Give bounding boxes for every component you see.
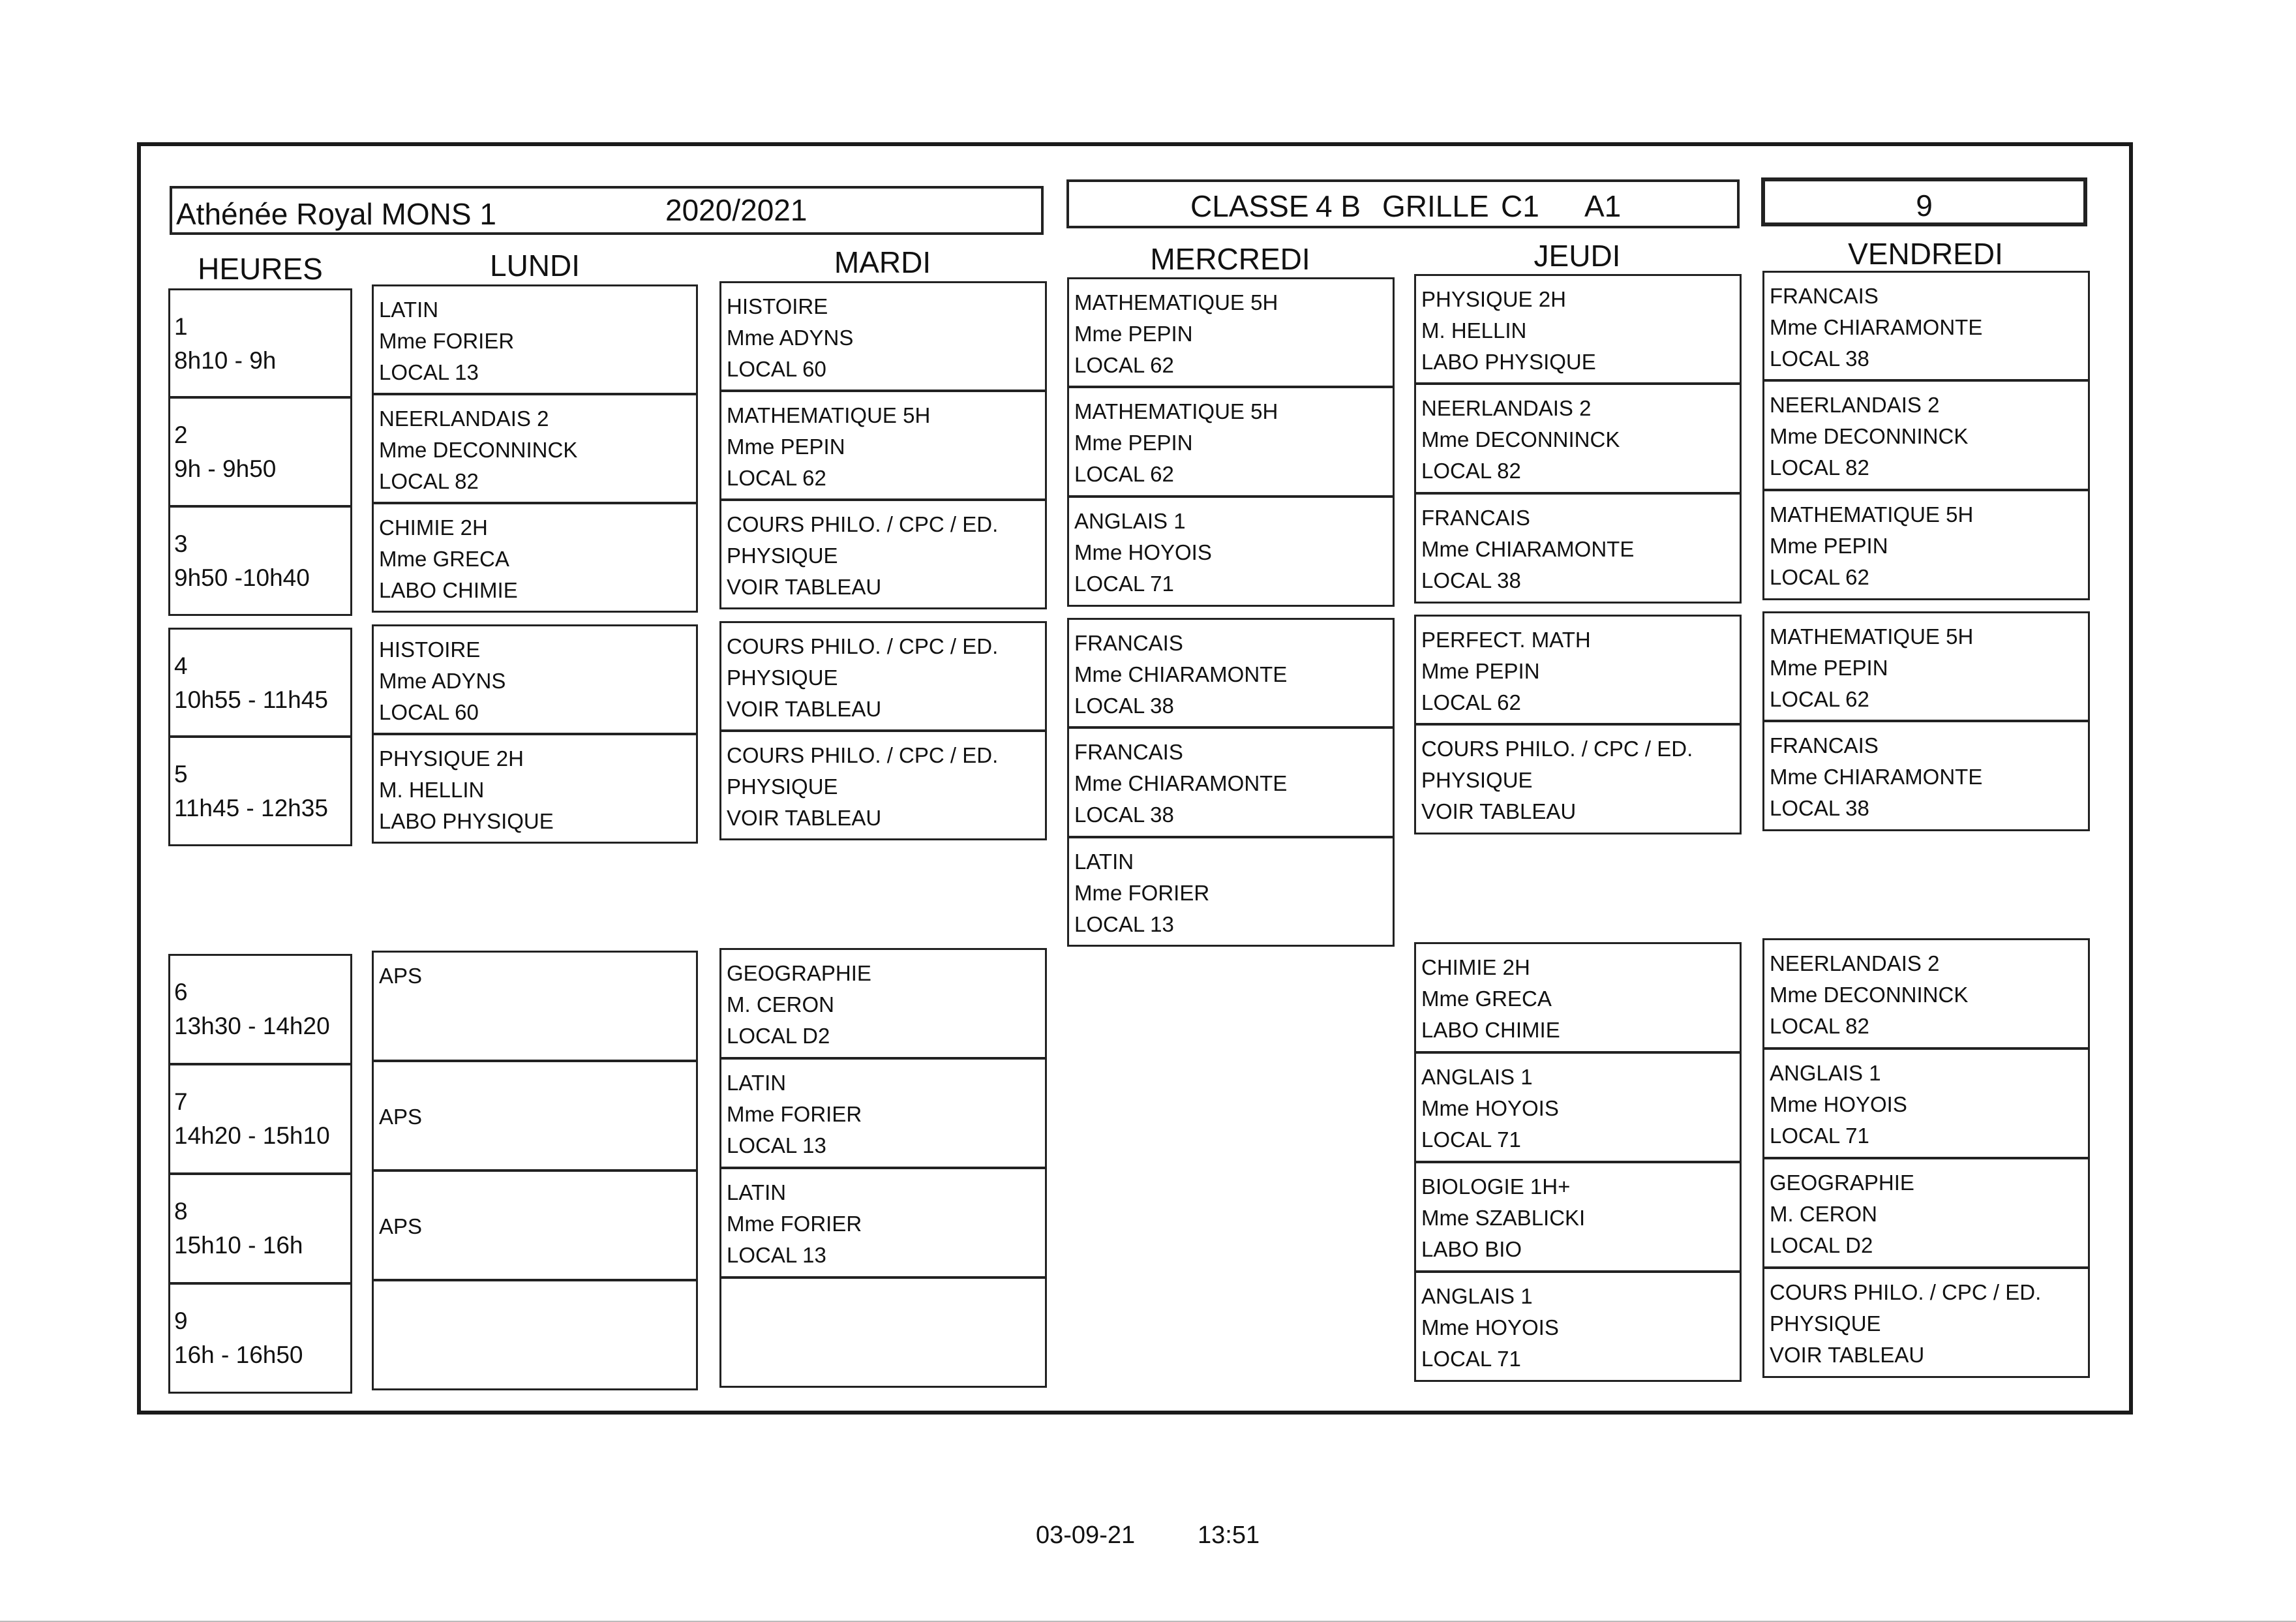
course-subject: COURS PHILO. / CPC / ED. [727,634,999,658]
course-room: LOCAL 13 [379,360,479,384]
course-room: LABO CHIMIE [1421,1018,1560,1042]
course-subject: FRANCAIS [1770,733,1879,757]
course-subject: HISTOIRE [379,637,481,662]
print-time: 13:51 [1198,1522,1260,1549]
hour-slot [168,1063,352,1174]
hour-time: 9h50 -10h40 [174,564,310,591]
column-header-mercredi: MERCREDI [1150,242,1310,276]
course-teacher: PHYSIQUE [727,543,838,568]
hour-time: 13h30 - 14h20 [174,1013,330,1039]
hour-time: 9h - 9h50 [174,455,277,482]
course-teacher: Mme CHIARAMONTE [1770,765,1983,789]
course-room: LABO PHYSIQUE [1421,350,1596,374]
jeudi-course-cell [1414,493,1742,604]
course-subject: CHIMIE 2H [1421,955,1530,979]
course-teacher [379,992,696,1023]
course-teacher: Mme FORIER [727,1102,862,1126]
hour-time: 14h20 - 15h10 [174,1122,330,1149]
course-subject: COURS PHILO. / CPC / ED. [1421,737,1693,761]
course-teacher: Mme PEPIN [1074,431,1193,455]
lundi-course-cell [372,951,698,1062]
lundi-course-cell [372,284,698,395]
column-header-lundi: LUNDI [489,249,581,283]
course-room: VOIR TABLEAU [727,697,882,721]
course-subject: NEERLANDAIS 2 [379,406,549,431]
course-subject [379,1180,696,1211]
course-room: LOCAL 38 [1770,796,1869,820]
course-subject: LATIN [379,298,439,322]
course-room: VOIR TABLEAU [727,806,882,830]
course-teacher: M. CERON [1770,1202,1877,1226]
course-teacher: Mme DECONNINCK [1421,427,1620,451]
course-room: VOIR TABLEAU [727,575,882,599]
hour-time: 15h10 - 16h [174,1232,303,1259]
hour-number: 6 [174,979,188,1005]
course-subject: BIOLOGIE 1H+ [1421,1174,1571,1199]
course-teacher: APS [379,1214,423,1238]
course-teacher: Mme PEPIN [1770,656,1888,680]
hour-number: 3 [174,530,188,557]
course-teacher: Mme CHIARAMONTE [1421,537,1635,561]
hour-number: 7 [174,1088,188,1115]
vendredi-course-cell [1762,1267,2090,1378]
course-teacher: PHYSIQUE [727,666,838,690]
hour-slot [168,1283,352,1394]
lundi-course-cell [372,1170,698,1281]
course-room: LOCAL 82 [1421,459,1521,483]
course-teacher: Mme GRECA [379,547,509,571]
course-teacher: Mme PEPIN [1421,659,1540,683]
course-room: LOCAL 13 [727,1133,826,1157]
vendredi-course-cell [1762,489,2090,600]
course-teacher: Mme HOYOIS [1074,540,1212,564]
course-room: LOCAL 38 [1074,694,1174,718]
course-subject: NEERLANDAIS 2 [1770,393,1940,417]
course-subject: CHIMIE 2H [379,515,488,540]
hour-time: 8h10 - 9h [174,347,277,374]
column-header-jeudi: JEUDI [1533,239,1621,273]
course-teacher [379,1321,696,1352]
hour-number: 1 [174,313,188,340]
course-subject: MATHEMATIQUE 5H [1770,624,1974,649]
lundi-course-cell [372,733,698,844]
vendredi-course-cell [1762,1048,2090,1159]
course-room: VOIR TABLEAU [1770,1343,1925,1367]
course-teacher: Mme FORIER [1074,881,1210,905]
course-teacher: Mme PEPIN [727,435,845,459]
course-subject [379,1070,696,1101]
course-subject: FRANCAIS [1421,506,1530,530]
course-subject: LATIN [1074,849,1134,874]
course-subject: PERFECT. MATH [1421,628,1591,652]
course-subject: HISTOIRE [727,294,828,318]
course-room [379,1133,696,1164]
mardi-course-cell [719,730,1047,840]
course-teacher: Mme CHIARAMONTE [1770,315,1983,339]
course-room: VOIR TABLEAU [1421,799,1577,823]
course-room [379,1352,696,1383]
course-room: LOCAL 13 [1074,912,1174,936]
classe-value: 4 B [1316,189,1361,223]
course-teacher: Mme DECONNINCK [379,438,578,462]
course-teacher: PHYSIQUE [727,774,838,799]
course-room: LOCAL 62 [1074,462,1174,486]
course-subject: COURS PHILO. / CPC / ED. [1770,1280,2042,1304]
course-subject: PHYSIQUE 2H [379,746,524,771]
course-room: LOCAL 71 [1421,1347,1521,1371]
course-room [379,1242,696,1274]
lundi-course-cell [372,1060,698,1171]
mercredi-course-cell [1067,836,1395,947]
mardi-course-cell [719,1167,1047,1278]
hour-number: 9 [174,1308,188,1334]
hour-time: 11h45 - 12h35 [174,795,328,821]
course-room: LOCAL 60 [727,357,826,381]
mardi-course-cell [719,1277,1047,1388]
mercredi-course-cell [1067,727,1395,838]
course-room [379,1023,696,1054]
course-room: LOCAL 62 [727,466,826,490]
course-room: LOCAL D2 [727,1024,830,1048]
course-teacher: APS [379,1105,423,1129]
jeudi-course-cell [1414,724,1742,834]
mardi-course-cell [719,1058,1047,1169]
course-subject: LATIN [727,1180,787,1204]
course-room: LOCAL 62 [1770,687,1869,711]
course-room: LOCAL 13 [727,1243,826,1267]
mardi-course-cell [719,621,1047,731]
course-teacher: M. HELLIN [1421,318,1527,343]
course-subject [379,1289,696,1321]
column-header-heures: HEURES [198,252,323,286]
hour-slot [168,736,352,846]
course-subject: PHYSIQUE 2H [1421,287,1566,311]
course-room: LOCAL 60 [379,700,479,724]
vendredi-course-cell [1762,271,2090,381]
lundi-course-cell [372,393,698,504]
grille-value: C1 [1501,189,1539,223]
course-teacher: PHYSIQUE [1770,1311,1881,1336]
grid-number: 9 [1916,189,1933,222]
lundi-course-cell [372,624,698,735]
course-room: LOCAL 71 [1770,1124,1869,1148]
course-subject: FRANCAIS [1074,740,1183,764]
jeudi-course-cell [1414,1052,1742,1163]
course-teacher: Mme HOYOIS [1421,1315,1559,1339]
mardi-course-cell [719,499,1047,609]
course-room: LABO PHYSIQUE [379,809,554,833]
jeudi-course-cell [1414,383,1742,494]
course-room: LOCAL 62 [1770,565,1869,589]
course-room: LOCAL 71 [1074,572,1174,596]
course-teacher [727,1318,1045,1349]
lundi-course-cell [372,1279,698,1390]
jeudi-course-cell [1414,274,1742,384]
vendredi-course-cell [1762,611,2090,722]
course-subject: ANGLAIS 1 [1421,1284,1533,1308]
course-subject: NEERLANDAIS 2 [1421,396,1592,420]
course-teacher: Mme ADYNS [727,326,854,350]
hour-time: 16h - 16h50 [174,1341,303,1368]
class-header [1066,179,1740,228]
course-subject: COURS PHILO. / CPC / ED. [727,512,999,536]
course-teacher: M. CERON [727,992,834,1017]
course-room: LOCAL D2 [1770,1233,1873,1257]
vendredi-course-cell [1762,720,2090,831]
course-subject: GEOGRAPHIE [1770,1171,1914,1195]
course-subject: ANGLAIS 1 [1770,1061,1881,1085]
course-room: LOCAL 38 [1770,346,1869,371]
course-room: LOCAL 38 [1421,568,1521,592]
column-header-vendredi: VENDREDI [1848,237,2003,271]
hour-number: 5 [174,761,188,788]
course-subject: ANGLAIS 1 [1074,509,1186,533]
hour-time: 10h55 - 11h45 [174,686,328,713]
hour-number: 2 [174,421,188,448]
vendredi-course-cell [1762,380,2090,491]
grille-label: GRILLE [1382,189,1489,223]
course-room: LOCAL 82 [1770,455,1869,480]
course-teacher: Mme FORIER [379,329,515,353]
mardi-course-cell [719,390,1047,500]
course-subject: FRANCAIS [1770,284,1879,308]
course-teacher: Mme FORIER [727,1212,862,1236]
course-teacher: Mme DECONNINCK [1770,983,1969,1007]
group-label: A1 [1584,189,1622,223]
course-teacher: Mme ADYNS [379,669,506,693]
school-header [170,186,1044,235]
mardi-course-cell [719,948,1047,1059]
course-room [727,1349,1045,1381]
jeudi-course-cell [1414,942,1742,1053]
course-subject: FRANCAIS [1074,631,1183,655]
grid-number-box [1761,177,2087,226]
hour-number: 4 [174,652,188,679]
course-room: LABO BIO [1421,1237,1522,1261]
hour-slot [168,628,352,737]
course-subject: NEERLANDAIS 2 [1770,951,1940,975]
hour-slot [168,397,352,507]
course-subject: MATHEMATIQUE 5H [1074,399,1278,423]
vendredi-course-cell [1762,1157,2090,1268]
mercredi-course-cell [1067,277,1395,388]
mardi-course-cell [719,281,1047,391]
course-teacher: Mme CHIARAMONTE [1074,662,1288,686]
hour-slot [168,1173,352,1284]
hour-number: 8 [174,1198,188,1225]
course-room: LOCAL 38 [1074,803,1174,827]
jeudi-course-cell [1414,615,1742,725]
course-teacher: Mme GRECA [1421,987,1552,1011]
course-room: LOCAL 82 [379,469,479,493]
course-teacher: Mme HOYOIS [1770,1092,1907,1116]
hour-slot [168,506,352,616]
lundi-course-cell [372,502,698,613]
school-year: 2020/2021 [665,193,808,227]
course-room: LABO CHIMIE [379,578,518,602]
mercredi-course-cell [1067,386,1395,497]
vendredi-course-cell [1762,938,2090,1049]
course-subject [727,1287,1045,1318]
course-room: LOCAL 82 [1770,1014,1869,1038]
course-subject: MATHEMATIQUE 5H [1074,290,1278,314]
hour-slot [168,288,352,398]
course-teacher: PHYSIQUE [1421,768,1533,792]
print-date: 03-09-21 [1036,1522,1136,1549]
mercredi-course-cell [1067,618,1395,728]
course-teacher: Mme DECONNINCK [1770,424,1969,448]
column-header-mardi: MARDI [834,245,931,279]
course-teacher: Mme SZABLICKI [1421,1206,1586,1230]
classe-label: CLASSE [1190,189,1309,223]
course-teacher: Mme PEPIN [1770,534,1888,558]
course-subject: GEOGRAPHIE [727,961,871,985]
course-subject: APS [379,964,423,988]
course-subject: COURS PHILO. / CPC / ED. [727,743,999,767]
course-subject: MATHEMATIQUE 5H [1770,502,1974,527]
course-room: LOCAL 62 [1074,353,1174,377]
hour-slot [168,954,352,1065]
school-name: Athénée Royal MONS 1 [176,197,496,231]
course-subject: LATIN [727,1071,787,1095]
course-teacher: M. HELLIN [379,778,485,802]
mercredi-course-cell [1067,496,1395,607]
course-subject: ANGLAIS 1 [1421,1065,1533,1089]
course-subject: MATHEMATIQUE 5H [727,403,931,427]
jeudi-course-cell [1414,1161,1742,1272]
course-room: LOCAL 62 [1421,690,1521,714]
course-room: LOCAL 71 [1421,1127,1521,1152]
course-teacher: Mme PEPIN [1074,322,1193,346]
course-teacher: Mme CHIARAMONTE [1074,771,1288,795]
jeudi-course-cell [1414,1271,1742,1382]
course-teacher: Mme HOYOIS [1421,1096,1559,1120]
